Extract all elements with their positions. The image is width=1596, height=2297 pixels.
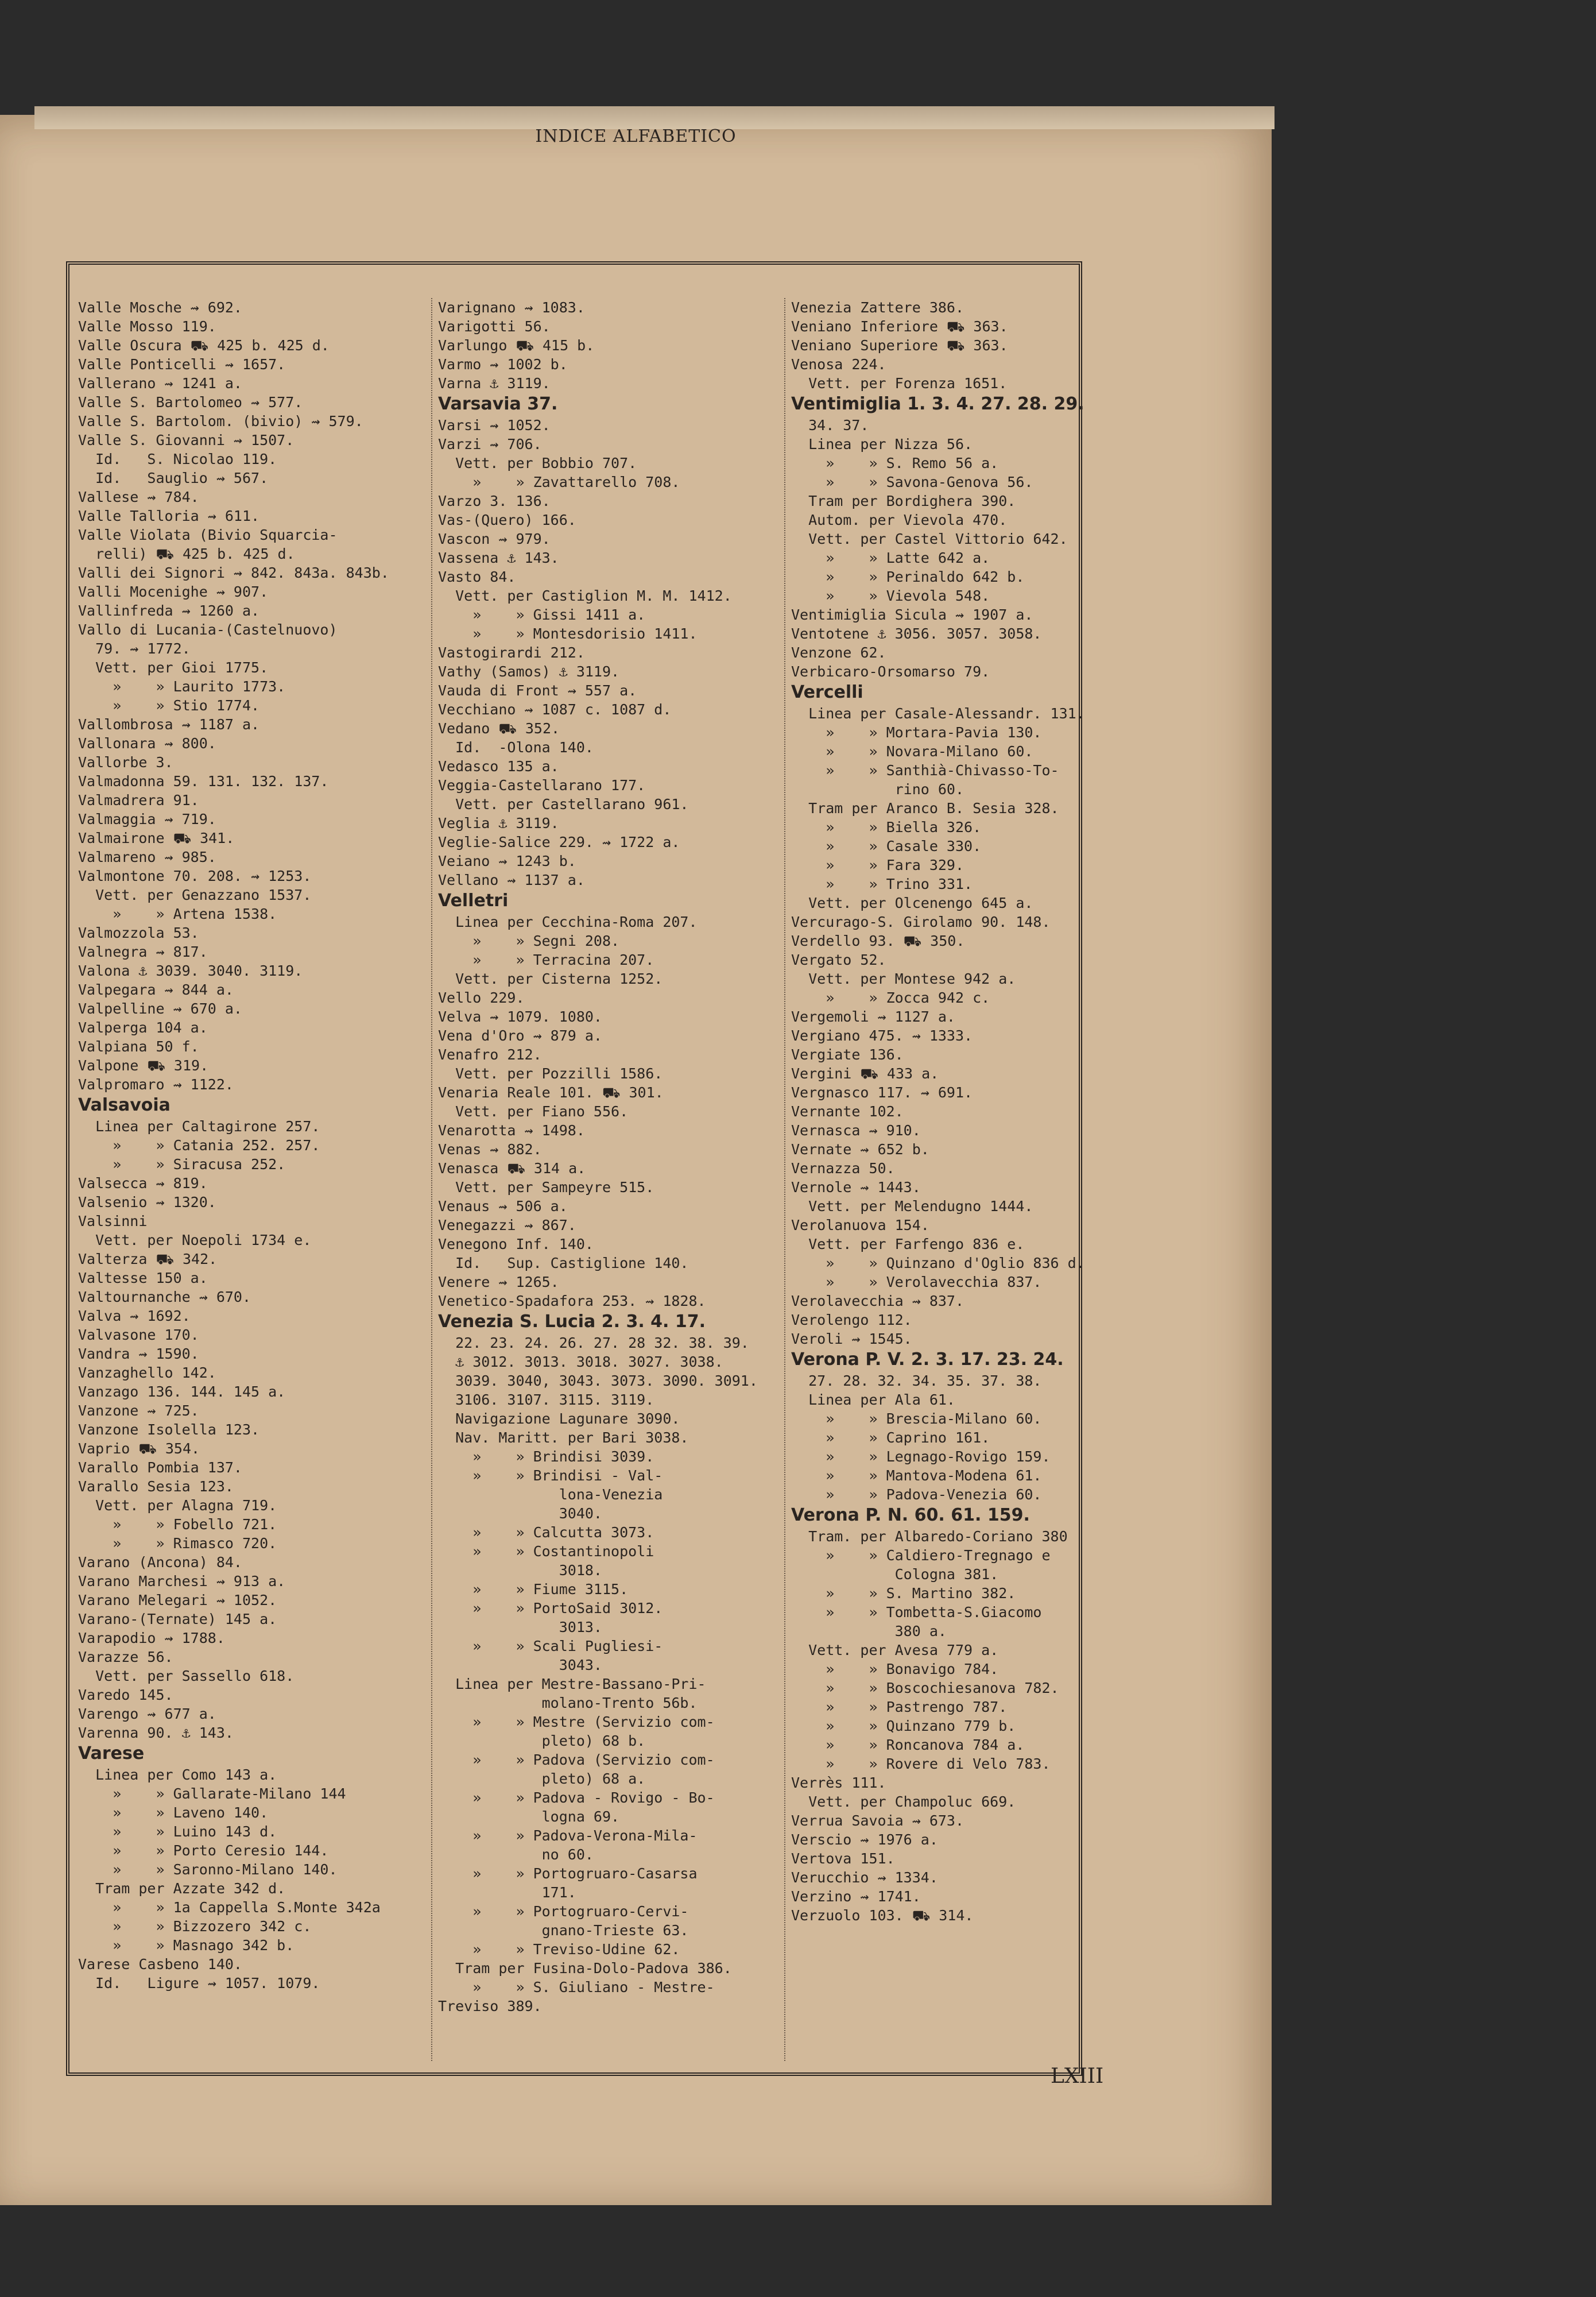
index-entry: ⚓ 3012. 3013. 3018. 3027. 3038. (438, 1354, 723, 1370)
index-entry: Vett. per Montese 942 a. (791, 970, 1016, 987)
index-entry: Vena d'Oro ⇝ 879 a. (438, 1027, 602, 1044)
index-entry: » » Padova-Venezia 60. (791, 1486, 1042, 1503)
index-entry: 171. (438, 1884, 576, 1901)
index-entry: Varese Casbeno 140. (78, 1956, 242, 1973)
index-entry: 79. ⇝ 1772. (78, 640, 191, 657)
index-entry: Valmaggia ⇝ 719. (78, 811, 216, 827)
index-entry: » » Porto Ceresio 144. (78, 1842, 329, 1859)
index-entry: Vett. per Melendugno 1444. (791, 1198, 1033, 1215)
index-entry: » » Mantova-Modena 61. (791, 1467, 1042, 1484)
index-entry: Linea per Ala 61. (791, 1391, 955, 1408)
index-entry: Vallerano ⇝ 1241 a. (78, 375, 242, 392)
index-entry: Varignano ⇝ 1083. (438, 299, 585, 316)
index-entry: Varenna 90. ⚓ 143. (78, 1724, 234, 1741)
running-head: INDICE ALFABETICO (535, 126, 737, 146)
index-entry: » » Zavattarello 708. (438, 474, 680, 490)
index-entry: Vett. per Pozzilli 1586. (438, 1065, 663, 1082)
index-entry: » » Latte 642 a. (791, 550, 990, 566)
index-entry: Varmo ⇝ 1002 b. (438, 356, 568, 373)
index-entry: Venegazzi ⇝ 867. (438, 1217, 576, 1233)
index-entry: Verzino ⇝ 1741. (791, 1888, 921, 1905)
index-entry: Veglie-Salice 229. ⇝ 1722 a. (438, 834, 680, 850)
index-entry: Vassena ⚓ 143. (438, 550, 559, 566)
index-heading: Varsavia 37. (438, 394, 558, 414)
index-entry: Valpiana 50 f. (78, 1038, 199, 1055)
index-entry: Venezia Zattere 386. (791, 299, 964, 316)
index-entry: Varzo 3. 136. (438, 493, 551, 509)
index-entry: » » Laveno 140. (78, 1804, 269, 1821)
index-entry: Varigotti 56. (438, 318, 551, 335)
index-entry: Valmairone ⛟ 341. (78, 830, 235, 846)
index-entry: gnano-Trieste 63. (438, 1922, 689, 1939)
index-entry: Vauda di Front ⇝ 557 a. (438, 682, 637, 699)
index-entry: » » Treviso-Udine 62. (438, 1941, 680, 1958)
index-entry: » » S. Giuliano - Mestre- (438, 1979, 715, 1996)
index-entry: Valmareno ⇝ 985. (78, 849, 216, 865)
index-entry: » » Masnago 342 b. (78, 1937, 295, 1954)
index-entry: » » Brescia-Milano 60. (791, 1410, 1042, 1427)
index-heading: Verona P. V. 2. 3. 17. 23. 24. (791, 1349, 1064, 1370)
index-entry: Vergnasco 117. ⇝ 691. (791, 1084, 973, 1101)
index-entry: » » Brindisi 3039. (438, 1448, 654, 1465)
index-entry: Varallo Sesia 123. (78, 1478, 234, 1495)
index-entry: Valli dei Signori ⇝ 842. 843a. 843b. (78, 564, 389, 581)
index-entry: » » Calcutta 3073. (438, 1524, 654, 1541)
index-entry: Valmontone 70. 208. ⇝ 1253. (78, 868, 312, 884)
index-entry: Venaus ⇝ 506 a. (438, 1198, 568, 1215)
page-number: LXIII (1051, 2064, 1104, 2088)
index-entry: Varano (Ancona) 84. (78, 1554, 242, 1571)
index-entry: Vallorbe 3. (78, 754, 173, 771)
index-entry: Valle Violata (Bivio Squarcia- (78, 527, 338, 543)
index-heading: Verona P. N. 60. 61. 159. (791, 1505, 1030, 1525)
index-entry: Vergiano 475. ⇝ 1333. (791, 1027, 973, 1044)
index-entry: Tram per Azzate 342 d. (78, 1880, 286, 1897)
index-entry: Verolavecchia ⇝ 837. (791, 1293, 964, 1309)
index-entry: Id. Sauglio ⇝ 567. (78, 470, 269, 486)
index-entry: Valterza ⛟ 342. (78, 1251, 218, 1267)
index-entry: 3039. 3040, 3043. 3073. 3090. 3091. (438, 1372, 758, 1389)
index-entry: » » S. Martino 382. (791, 1585, 1016, 1602)
index-entry: Venzone 62. (791, 644, 886, 661)
index-entry: Vecchiano ⇝ 1087 c. 1087 d. (438, 701, 672, 718)
index-entry: Veggia-Castellarano 177. (438, 777, 646, 794)
index-entry: Valpelline ⇝ 670 a. (78, 1000, 242, 1017)
index-entry: pleto) 68 a. (438, 1770, 646, 1787)
index-entry: Valvasone 170. (78, 1327, 199, 1343)
index-entry: Valle Talloria ⇝ 611. (78, 508, 260, 524)
index-entry: Tram per Bordighera 390. (791, 493, 1016, 509)
index-entry: » » Bizzozero 342 c. (78, 1918, 312, 1935)
index-entry: logna 69. (438, 1808, 620, 1825)
index-entry: Ventotene ⚓ 3056. 3057. 3058. (791, 625, 1042, 642)
index-entry: molano-Trento 56b. (438, 1695, 698, 1711)
index-entry: » » Luino 143 d. (78, 1823, 277, 1840)
index-entry: Vett. per Champoluc 669. (791, 1793, 1016, 1810)
index-entry: Varazze 56. (78, 1649, 173, 1665)
index-entry: Venetico-Spadafora 253. ⇝ 1828. (438, 1293, 706, 1309)
index-entry: » » Bonavigo 784. (791, 1661, 999, 1677)
index-entry: Vergini ⛟ 433 a. (791, 1065, 939, 1082)
index-entry: Valle Oscura ⛟ 425 b. 425 d. (78, 337, 330, 354)
index-entry: Vernate ⇝ 652 b. (791, 1141, 929, 1158)
index-entry: Vett. per Alagna 719. (78, 1497, 277, 1514)
index-entry: Vandra ⇝ 1590. (78, 1345, 199, 1362)
index-entry: » » Padova - Rovigo - Bo- (438, 1789, 715, 1806)
index-entry: Treviso 389. (438, 1998, 542, 2014)
index-entry: Valva ⇝ 1692. (78, 1308, 191, 1324)
index-entry: Valnegra ⇝ 817. (78, 943, 208, 960)
index-entry: Vallombrosa ⇝ 1187 a. (78, 716, 260, 733)
index-entry: Venere ⇝ 1265. (438, 1274, 559, 1290)
index-column-2 (431, 298, 777, 2061)
index-entry: » » Trino 331. (791, 876, 973, 892)
index-entry: Id. Sup. Castiglione 140. (438, 1255, 689, 1271)
index-entry: Vastogirardi 212. (438, 644, 585, 661)
index-entry: Vett. per Farfengo 836 e. (791, 1236, 1025, 1252)
index-entry: Venafro 212. (438, 1046, 542, 1063)
index-entry: lona-Venezia (438, 1486, 663, 1503)
index-entry: » » Stio 1774. (78, 697, 260, 714)
index-entry: » » Brindisi - Val- (438, 1467, 663, 1484)
index-entry: » » Perinaldo 642 b. (791, 569, 1025, 585)
index-entry: Vasto 84. (438, 569, 516, 585)
index-entry: Valmadonna 59. 131. 132. 137. (78, 773, 329, 790)
index-entry: 34. 37. (791, 417, 869, 434)
index-entry: Id. -Olona 140. (438, 739, 594, 756)
index-entry: » » Terracina 207. (438, 952, 654, 968)
index-entry: Verdello 93. ⛟ 350. (791, 933, 965, 949)
index-entry: » » Rovere di Velo 783. (791, 1755, 1051, 1772)
index-entry: » » Novara-Milano 60. (791, 743, 1033, 760)
index-entry: Verrès 111. (791, 1774, 886, 1791)
index-entry: » » 1a Cappella S.Monte 342a (78, 1899, 381, 1916)
index-entry: Verscio ⇝ 1976 a. (791, 1831, 938, 1848)
index-entry: Vanzaghello 142. (78, 1364, 216, 1381)
index-entry: Vas-(Quero) 166. (438, 512, 576, 528)
index-entry: Verolengo 112. (791, 1312, 912, 1328)
index-entry: Vellano ⇝ 1137 a. (438, 872, 585, 888)
index-entry: Vett. per Castel Vittorio 642. (791, 531, 1068, 547)
index-entry: Varengo ⇝ 677 a. (78, 1706, 216, 1722)
index-entry: Venaria Reale 101. ⛟ 301. (438, 1084, 664, 1101)
index-entry: Veiano ⇝ 1243 b. (438, 853, 576, 869)
index-entry: Nav. Maritt. per Bari 3038. (438, 1429, 689, 1446)
index-entry: » » S. Remo 56 a. (791, 455, 999, 471)
index-entry: Vett. per Gioi 1775. (78, 659, 269, 676)
index-entry: Linea per Como 143 a. (78, 1766, 277, 1783)
index-entry: Vanzone ⇝ 725. (78, 1402, 199, 1419)
index-entry: Vett. per Castiglion M. M. 1412. (438, 587, 732, 604)
index-entry: Venas ⇝ 882. (438, 1141, 542, 1158)
index-entry: Verbicaro-Orsomarso 79. (791, 663, 990, 680)
index-entry: » » PortoSaid 3012. (438, 1600, 663, 1617)
index-entry: » » Quinzano d'Oglio 836 d. (791, 1255, 1085, 1271)
index-entry: Varano-(Ternate) 145 a. (78, 1611, 277, 1627)
index-entry: Varano Marchesi ⇝ 913 a. (78, 1573, 286, 1590)
index-entry: Autom. per Vievola 470. (791, 512, 1008, 528)
index-entry: 3040. (438, 1505, 602, 1522)
index-entry: » » Gissi 1411 a. (438, 606, 646, 623)
index-entry: Tram per Fusina-Dolo-Padova 386. (438, 1960, 732, 1977)
index-entry: Veglia ⚓ 3119. (438, 815, 559, 832)
index-entry: Vett. per Forenza 1651. (791, 375, 1008, 392)
index-frame (66, 261, 1085, 2076)
index-entry: Vett. per Fiano 556. (438, 1103, 629, 1120)
index-entry: Vedano ⛟ 352. (438, 720, 560, 737)
index-entry: Varallo Pombia 137. (78, 1459, 242, 1476)
index-entry: Vascon ⇝ 979. (438, 531, 551, 547)
index-entry: Vergiate 136. (791, 1046, 904, 1063)
index-heading: Valsavoia (78, 1095, 171, 1115)
index-entry: 3043. (438, 1657, 602, 1673)
index-entry: » » Padova (Servizio com- (438, 1751, 715, 1768)
index-entry: Verzuolo 103. ⛟ 314. (791, 1907, 974, 1924)
index-entry: » » Biella 326. (791, 819, 982, 836)
index-entry: » » Mortara-Pavia 130. (791, 724, 1042, 741)
index-entry: Valsinni (78, 1213, 148, 1229)
index-entry: Vett. per Avesa 779 a. (791, 1642, 999, 1658)
index-entry: » » Artena 1538. (78, 906, 277, 922)
index-column-1 (78, 298, 414, 2061)
index-entry: Varedo 145. (78, 1687, 173, 1703)
index-entry: Vett. per Olcenengo 645 a. (791, 895, 1033, 911)
index-entry: » » Caldiero-Tregnago e (791, 1547, 1051, 1564)
index-entry: Vathy (Samos) ⚓ 3119. (438, 663, 620, 680)
index-entry: » » Montesdorisio 1411. (438, 625, 698, 642)
index-entry: » » Saronno-Milano 140. (78, 1861, 338, 1878)
index-entry: Valpone ⛟ 319. (78, 1057, 209, 1074)
index-entry: Veroli ⇝ 1545. (791, 1331, 912, 1347)
index-entry: Vallo di Lucania-(Castelnuovo) (78, 621, 338, 638)
index-entry: Vernole ⇝ 1443. (791, 1179, 921, 1196)
index-entry: Linea per Cecchina-Roma 207. (438, 914, 698, 930)
index-entry: Verucchio ⇝ 1334. (791, 1869, 938, 1886)
index-entry: » » Pastrengo 787. (791, 1699, 1008, 1715)
index-entry: Valpromaro ⇝ 1122. (78, 1076, 234, 1093)
index-entry: Id. Ligure ⇝ 1057. 1079. (78, 1975, 320, 1991)
index-heading: Velletri (438, 891, 509, 911)
index-entry: Vanzone Isolella 123. (78, 1421, 260, 1438)
index-entry: Vett. per Cisterna 1252. (438, 970, 663, 987)
index-entry: Veniano Inferiore ⛟ 363. (791, 318, 1008, 335)
index-heading: Venezia S. Lucia 2. 3. 4. 17. (438, 1312, 706, 1332)
index-entry: » » Siracusa 252. (78, 1156, 286, 1173)
index-entry: » » Scali Pugliesi- (438, 1638, 663, 1654)
index-entry: Venasca ⛟ 314 a. (438, 1160, 586, 1177)
index-entry: » » Mestre (Servizio com- (438, 1714, 715, 1730)
index-heading: Ventimiglia 1. 3. 4. 27. 28. 29. (791, 394, 1084, 414)
index-entry: 3018. (438, 1562, 602, 1579)
index-entry: Valle Mosso 119. (78, 318, 216, 335)
index-entry: Linea per Caltagirone 257. (78, 1118, 320, 1135)
index-entry: » » Gallarate-Milano 144 (78, 1785, 346, 1802)
index-entry: Cologna 381. (791, 1566, 999, 1583)
index-entry: Verolanuova 154. (791, 1217, 929, 1233)
index-entry: Valtesse 150 a. (78, 1270, 208, 1286)
index-entry: Venosa 224. (791, 356, 886, 373)
index-heading: Varese (78, 1743, 145, 1764)
index-entry: » » Fobello 721. (78, 1516, 277, 1533)
index-entry: Vergemoli ⇝ 1127 a. (791, 1008, 955, 1025)
index-entry: Varano Melegari ⇝ 1052. (78, 1592, 277, 1608)
index-entry: » » Quinzano 779 b. (791, 1718, 1016, 1734)
index-entry: 27. 28. 32. 34. 35. 37. 38. (791, 1372, 1042, 1389)
index-heading: Vercelli (791, 682, 863, 702)
index-entry: Vaprio ⛟ 354. (78, 1440, 200, 1457)
index-entry: » » Fara 329. (791, 857, 964, 873)
index-entry: Vett. per Sampeyre 515. (438, 1179, 654, 1196)
index-entry: Varapodio ⇝ 1788. (78, 1630, 225, 1646)
index-entry: Vello 229. (438, 989, 525, 1006)
index-entry: Vallinfreda ⇝ 1260 a. (78, 602, 260, 619)
index-entry: » » Santhià-Chivasso-To- (791, 762, 1059, 779)
index-entry: » » Catania 252. 257. (78, 1137, 320, 1154)
index-entry: Vernante 102. (791, 1103, 904, 1120)
index-entry: » » Portogruaro-Casarsa (438, 1865, 698, 1882)
index-entry: 3106. 3107. 3115. 3119. (438, 1391, 654, 1408)
index-entry: Valle S. Bartolom. (bivio) ⇝ 579. (78, 413, 363, 430)
index-entry: Valperga 104 a. (78, 1019, 208, 1036)
index-entry: Valsenio ⇝ 1320. (78, 1194, 216, 1211)
index-entry: Venarotta ⇝ 1498. (438, 1122, 585, 1139)
index-entry: Vett. per Castellarano 961. (438, 796, 689, 813)
index-entry: » » Rimasco 720. (78, 1535, 277, 1552)
index-entry: Valli Mocenighe ⇝ 907. (78, 583, 269, 600)
index-entry: » » Savona-Genova 56. (791, 474, 1033, 490)
index-entry: Vanzago 136. 144. 145 a. (78, 1383, 286, 1400)
index-entry: » » Portogruaro-Cervi- (438, 1903, 689, 1920)
index-entry: Vergato 52. (791, 952, 886, 968)
index-entry: » » Laurito 1773. (78, 678, 286, 695)
index-entry: » » Tombetta-S.Giacomo (791, 1604, 1042, 1621)
index-entry: » » Verolavecchia 837. (791, 1274, 1042, 1290)
index-entry: Vernazza 50. (791, 1160, 895, 1177)
index-entry: » » Vievola 548. (791, 587, 990, 604)
index-entry: Vedasco 135 a. (438, 758, 559, 775)
index-entry: Valpegara ⇝ 844 a. (78, 981, 234, 998)
index-entry: » » Casale 330. (791, 838, 982, 854)
index-entry: » » Legnago-Rovigo 159. (791, 1448, 1051, 1465)
page-edge (34, 106, 1275, 129)
index-entry: Venegono Inf. 140. (438, 1236, 594, 1252)
index-entry: Tram. per Albaredo-Coriano 380 (791, 1528, 1068, 1545)
index-entry: Linea per Mestre-Bassano-Pri- (438, 1676, 706, 1692)
index-entry: » » Boscochiesanova 782. (791, 1680, 1059, 1696)
index-entry: Veniano Superiore ⛟ 363. (791, 337, 1008, 354)
index-entry: Vett. per Bobbio 707. (438, 455, 637, 471)
index-entry: Valle S. Bartolomeo ⇝ 577. (78, 394, 303, 411)
index-entry: relli) ⛟ 425 b. 425 d. (78, 546, 295, 562)
index-entry: Vett. per Noepoli 1734 e. (78, 1232, 312, 1248)
index-entry: Vett. per Sassello 618. (78, 1668, 295, 1684)
index-entry: Linea per Nizza 56. (791, 436, 973, 453)
index-entry: pleto) 68 b. (438, 1733, 646, 1749)
index-entry: Linea per Casale-Alessandr. 131. (791, 705, 1085, 722)
index-entry: Vercurago-S. Girolamo 90. 148. (791, 914, 1051, 930)
index-entry: Varna ⚓ 3119. (438, 375, 551, 392)
index-entry: Tram per Aranco B. Sesia 328. (791, 800, 1059, 817)
index-entry: Valle S. Giovanni ⇝ 1507. (78, 432, 295, 448)
index-entry: Vett. per Genazzano 1537. (78, 887, 312, 903)
index-entry: » » Fiume 3115. (438, 1581, 629, 1598)
index-entry: Valmozzola 53. (78, 925, 199, 941)
index-entry: 22. 23. 24. 26. 27. 28 32. 38. 39. (438, 1335, 749, 1351)
index-entry: Ventimiglia Sicula ⇝ 1907 a. (791, 606, 1033, 623)
index-entry: Varlungo ⛟ 415 b. (438, 337, 595, 354)
index-entry: Valle Mosche ⇝ 692. (78, 299, 242, 316)
index-entry: Valle Ponticelli ⇝ 1657. (78, 356, 286, 373)
index-entry: Id. S. Nicolao 119. (78, 451, 277, 467)
index-entry: no 60. (438, 1846, 594, 1863)
index-entry: » » Padova-Verona-Mila- (438, 1827, 698, 1844)
index-entry: » » Caprino 161. (791, 1429, 990, 1446)
index-entry: Valmadrera 91. (78, 792, 199, 809)
index-entry: » » Roncanova 784 a. (791, 1737, 1025, 1753)
index-entry: rino 60. (791, 781, 964, 798)
index-entry: Vallese ⇝ 784. (78, 489, 199, 505)
index-entry: Valtournanche ⇝ 670. (78, 1289, 251, 1305)
index-entry: Verrua Savoia ⇝ 673. (791, 1812, 964, 1829)
index-entry: 3013. (438, 1619, 602, 1635)
index-entry: Vallonara ⇝ 800. (78, 735, 216, 752)
index-entry: 380 a. (791, 1623, 947, 1639)
index-entry: Valsecca ⇝ 819. (78, 1175, 208, 1192)
index-entry: Vernasca ⇝ 910. (791, 1122, 921, 1139)
index-entry: Varsi ⇝ 1052. (438, 417, 551, 434)
index-entry: » » Segni 208. (438, 933, 620, 949)
index-entry: » » Zocca 942 c. (791, 989, 990, 1006)
index-entry: Varzi ⇝ 706. (438, 436, 542, 453)
index-column-3 (784, 298, 1090, 2061)
index-entry: Vertova 151. (791, 1850, 895, 1867)
index-entry: Velva ⇝ 1079. 1080. (438, 1008, 602, 1025)
index-entry: Valona ⚓ 3039. 3040. 3119. (78, 962, 303, 979)
index-entry: Navigazione Lagunare 3090. (438, 1410, 680, 1427)
index-entry: » » Costantinopoli (438, 1543, 654, 1560)
